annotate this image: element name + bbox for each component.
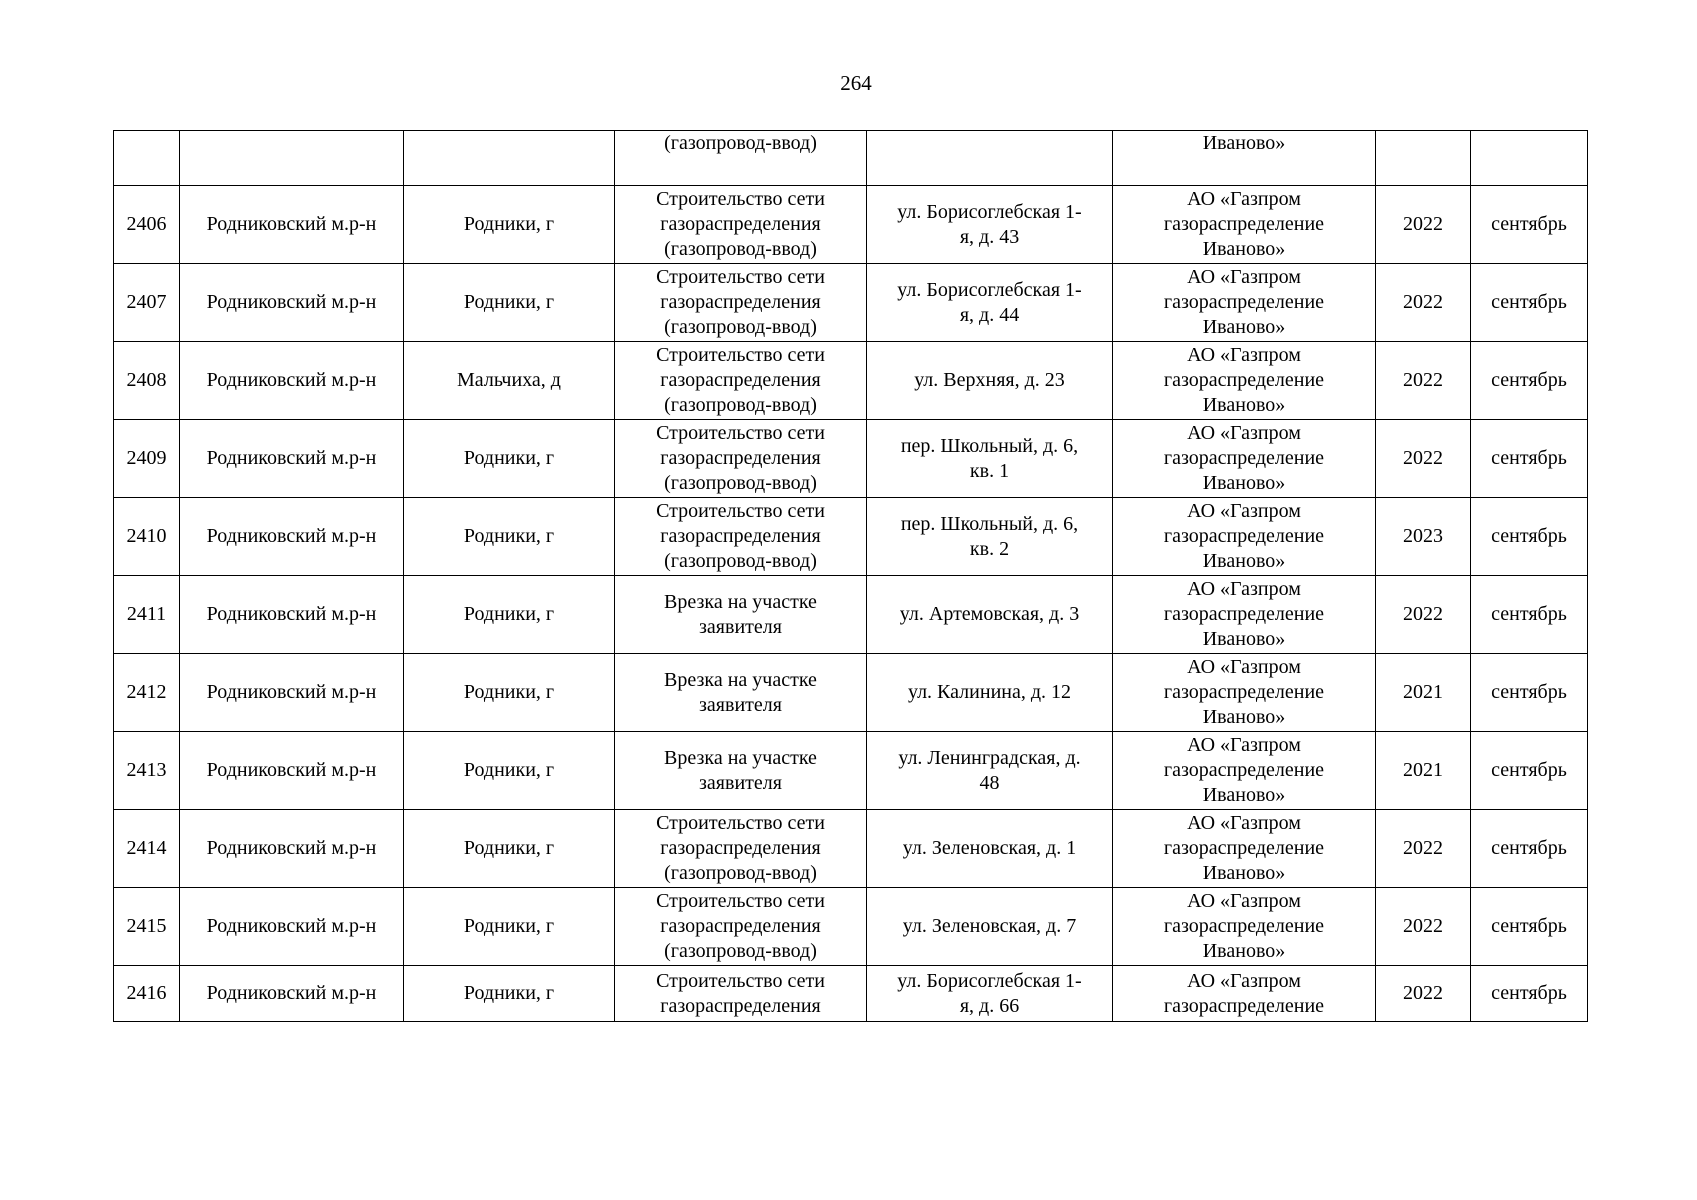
cell-year: 2022 [1376, 420, 1471, 498]
cell-num: 2413 [114, 732, 180, 810]
cell-address: пер. Школьный, д. 6, кв. 1 [867, 420, 1113, 498]
cell-address: ул. Артемовская, д. 3 [867, 576, 1113, 654]
cell-settlement: Родники, г [404, 888, 615, 966]
cell-month: сентябрь [1471, 420, 1588, 498]
cell-num: 2410 [114, 498, 180, 576]
cell-address: пер. Школьный, д. 6, кв. 2 [867, 498, 1113, 576]
cell-settlement: Родники, г [404, 498, 615, 576]
cell-month: сентябрь [1471, 576, 1588, 654]
cell-year: 2022 [1376, 888, 1471, 966]
cell-month: сентябрь [1471, 888, 1588, 966]
table-row [114, 888, 1588, 966]
cell-district: Родниковский м.р-н [180, 264, 404, 342]
cell-work-type: Строительство сети газораспределения (газопровод-ввод) [615, 810, 867, 888]
cell-num: 2412 [114, 654, 180, 732]
cell-address: ул. Борисоглебская 1- я, д. 66 [867, 966, 1113, 1022]
cell-address: ул. Зеленовская, д. 7 [867, 888, 1113, 966]
cell-num: 2408 [114, 342, 180, 420]
cell-address: ул. Ленинградская, д. 48 [867, 732, 1113, 810]
cell-settlement [404, 131, 615, 186]
cell-settlement: Родники, г [404, 732, 615, 810]
cell-address: ул. Борисоглебская 1- я, д. 43 [867, 186, 1113, 264]
table-row [114, 576, 1588, 654]
table-row [114, 420, 1588, 498]
cell-month: сентябрь [1471, 186, 1588, 264]
cell-address: ул. Калинина, д. 12 [867, 654, 1113, 732]
cell-month: сентябрь [1471, 498, 1588, 576]
cell-num: 2411 [114, 576, 180, 654]
cell-district: Родниковский м.р-н [180, 342, 404, 420]
cell-work-type: Строительство сети газораспределения (газопровод-ввод) [615, 186, 867, 264]
cell-year: 2022 [1376, 342, 1471, 420]
gasification-table [113, 130, 1588, 1022]
cell-district: Родниковский м.р-н [180, 966, 404, 1022]
cell-year: 2021 [1376, 654, 1471, 732]
cell-company: АО «Газпром газораспределение Иваново» [1113, 732, 1376, 810]
cell-company: АО «Газпром газораспределение Иваново» [1113, 576, 1376, 654]
cell-work-type: (газопровод-ввод) [615, 131, 867, 186]
cell-company: АО «Газпром газораспределение Иваново» [1113, 420, 1376, 498]
cell-address: ул. Борисоглебская 1- я, д. 44 [867, 264, 1113, 342]
cell-company: Иваново» [1113, 131, 1376, 186]
cell-company: АО «Газпром газораспределение Иваново» [1113, 264, 1376, 342]
cell-num: 2409 [114, 420, 180, 498]
table-row [114, 186, 1588, 264]
cell-year: 2022 [1376, 264, 1471, 342]
cell-settlement: Родники, г [404, 264, 615, 342]
cell-settlement: Родники, г [404, 810, 615, 888]
cell-year: 2022 [1376, 966, 1471, 1022]
cell-year: 2022 [1376, 576, 1471, 654]
cell-district: Родниковский м.р-н [180, 732, 404, 810]
cell-month: сентябрь [1471, 966, 1588, 1022]
cell-month [1471, 131, 1588, 186]
cell-num: 2415 [114, 888, 180, 966]
cell-work-type: Строительство сети газораспределения (газопровод-ввод) [615, 264, 867, 342]
page-number: 264 [840, 71, 872, 95]
cell-settlement: Родники, г [404, 654, 615, 732]
cell-num: 2414 [114, 810, 180, 888]
cell-company: АО «Газпром газораспределение Иваново» [1113, 498, 1376, 576]
cell-district: Родниковский м.р-н [180, 186, 404, 264]
cell-district: Родниковский м.р-н [180, 654, 404, 732]
cell-address: ул. Зеленовская, д. 1 [867, 810, 1113, 888]
table-row [114, 654, 1588, 732]
table-row [114, 264, 1588, 342]
cell-settlement: Мальчиха, д [404, 342, 615, 420]
cell-district: Родниковский м.р-н [180, 498, 404, 576]
table-row [114, 732, 1588, 810]
cell-num [114, 131, 180, 186]
table-row [114, 966, 1588, 1022]
cell-year: 2023 [1376, 498, 1471, 576]
cell-work-type: Строительство сети газораспределения [615, 966, 867, 1022]
cell-work-type: Врезка на участке заявителя [615, 654, 867, 732]
cell-company: АО «Газпром газораспределение [1113, 966, 1376, 1022]
cell-company: АО «Газпром газораспределение Иваново» [1113, 342, 1376, 420]
cell-settlement: Родники, г [404, 576, 615, 654]
cell-year: 2022 [1376, 186, 1471, 264]
cell-company: АО «Газпром газораспределение Иваново» [1113, 654, 1376, 732]
cell-district: Родниковский м.р-н [180, 576, 404, 654]
cell-num: 2406 [114, 186, 180, 264]
table-row [114, 342, 1588, 420]
table-body [114, 131, 1588, 1022]
cell-month: сентябрь [1471, 654, 1588, 732]
cell-num: 2416 [114, 966, 180, 1022]
cell-district: Родниковский м.р-н [180, 888, 404, 966]
cell-month: сентябрь [1471, 732, 1588, 810]
cell-address [867, 131, 1113, 186]
cell-work-type: Строительство сети газораспределения (газопровод-ввод) [615, 888, 867, 966]
cell-address: ул. Верхняя, д. 23 [867, 342, 1113, 420]
cell-work-type: Врезка на участке заявителя [615, 732, 867, 810]
cell-work-type: Врезка на участке заявителя [615, 576, 867, 654]
cell-num: 2407 [114, 264, 180, 342]
cell-work-type: Строительство сети газораспределения (газопровод-ввод) [615, 498, 867, 576]
cell-year [1376, 131, 1471, 186]
cell-year: 2021 [1376, 732, 1471, 810]
cell-month: сентябрь [1471, 342, 1588, 420]
cell-year: 2022 [1376, 810, 1471, 888]
cell-month: сентябрь [1471, 810, 1588, 888]
cell-settlement: Родники, г [404, 186, 615, 264]
table-row [114, 810, 1588, 888]
cell-company: АО «Газпром газораспределение Иваново» [1113, 186, 1376, 264]
cell-district: Родниковский м.р-н [180, 810, 404, 888]
cell-month: сентябрь [1471, 264, 1588, 342]
table-row-continuation [114, 131, 1588, 186]
cell-district: Родниковский м.р-н [180, 420, 404, 498]
table-row [114, 498, 1588, 576]
cell-settlement: Родники, г [404, 966, 615, 1022]
cell-company: АО «Газпром газораспределение Иваново» [1113, 888, 1376, 966]
cell-company: АО «Газпром газораспределение Иваново» [1113, 810, 1376, 888]
cell-work-type: Строительство сети газораспределения (газопровод-ввод) [615, 342, 867, 420]
cell-district [180, 131, 404, 186]
cell-settlement: Родники, г [404, 420, 615, 498]
cell-work-type: Строительство сети газораспределения (газопровод-ввод) [615, 420, 867, 498]
